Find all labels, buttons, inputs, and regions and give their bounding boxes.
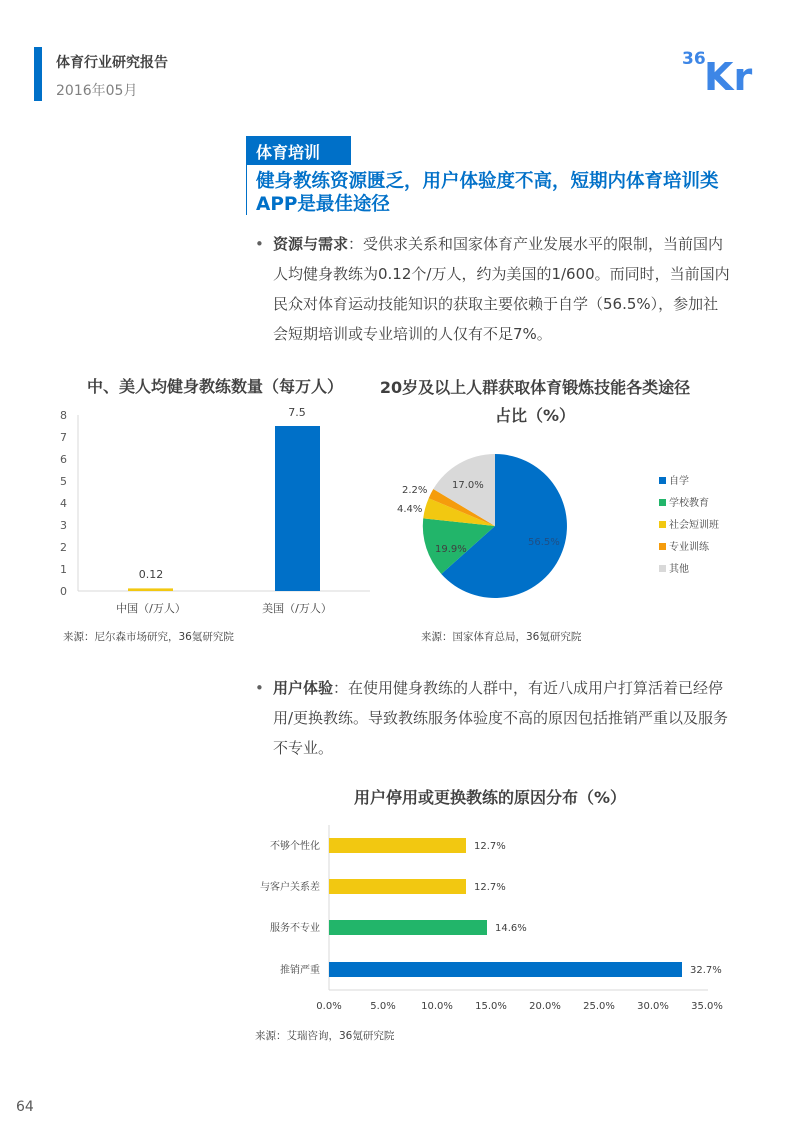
x-tick: 0.0% <box>316 1001 342 1012</box>
paragraph-separator: ： <box>333 679 349 697</box>
paragraph-separator: ： <box>348 235 364 253</box>
pie-label: 2.2% <box>402 485 428 496</box>
pie-label: 17.0% <box>452 480 484 491</box>
y-tick: 7 <box>60 431 67 444</box>
y-category-label: 服务不专业 <box>270 923 320 934</box>
bar-value-label: 0.12 <box>138 568 164 581</box>
bar-chart-source: 来源：尼尔森市场研究，36氪研究院 <box>63 631 234 643</box>
logo-main: Kr <box>704 55 753 94</box>
pie-label: 4.4% <box>397 504 423 515</box>
legend-label: 社会短训班 <box>669 520 719 531</box>
legend-swatch <box>659 499 666 506</box>
x-tick: 20.0% <box>529 1001 561 1012</box>
report-title: 体育行业研究报告 <box>56 55 168 71</box>
x-tick: 15.0% <box>475 1001 507 1012</box>
bar-hard-selling <box>329 962 682 977</box>
pie-title-line1: 20岁及以上人群获取体育锻炼技能各类途径 <box>379 378 691 397</box>
36kr-logo <box>682 44 766 94</box>
paragraph-text: 在使用健身教练的人群中，有近八成用户打算活着已经停用/更换教练。导致教练服务体验度不高的原因包括推销严重以及服务不专业。 <box>273 679 729 757</box>
y-tick: 8 <box>60 409 67 422</box>
bar-not-personalized <box>329 838 466 853</box>
x-tick: 5.0% <box>370 1001 396 1012</box>
logo-superscript: 36 <box>682 49 706 69</box>
paragraph-label: 用户体验 <box>273 679 334 697</box>
legend-label: 学校教育 <box>669 498 709 509</box>
pie-chart-title <box>370 374 700 430</box>
y-tick: 3 <box>60 519 67 532</box>
section-headline: 健身教练资源匮乏，用户体验度不高，短期内体育培训类APP是最佳途径 <box>256 171 719 215</box>
bar-value-label: 32.7% <box>690 965 722 976</box>
legend-label: 专业训练 <box>669 542 709 553</box>
hbar-chart-title: 用户停用或更换教练的原因分布（%） <box>353 788 627 807</box>
bar-poor-relationship <box>329 879 466 894</box>
bar-value-label: 12.7% <box>474 841 506 852</box>
section-tag: 体育培训 <box>246 136 351 165</box>
y-category-label: 与客户关系差 <box>260 882 320 893</box>
report-date: 2016年05月 <box>56 83 138 99</box>
bar-value-label: 14.6% <box>495 923 527 934</box>
bar-unprofessional <box>329 920 487 935</box>
pie-title-line2: 占比（%） <box>494 406 576 425</box>
paragraph-resource-demand <box>255 229 733 349</box>
paragraph-text: 受供求关系和国家体育产业发展水平的限制，当前国内人均健身教练为0.12个/万人，约为美国的1/600。而同时，当前国内民众对体育运动技能知识的获取主要依赖于自学（56.5%），参加社会短期培训或专业培训的人仅有不足7%。 <box>273 235 730 343</box>
x-category-label: 中国（/万人） <box>116 602 186 615</box>
pie-label: 19.9% <box>435 544 467 555</box>
bar-usa <box>275 426 320 591</box>
x-tick: 25.0% <box>583 1001 615 1012</box>
bullet-icon: • <box>255 235 264 253</box>
y-tick: 6 <box>60 453 67 466</box>
hbar-chart-source: 来源：艾瑞咨询，36氪研究院 <box>255 1030 395 1042</box>
pie-chart-source: 来源：国家体育总局，36氪研究院 <box>421 631 582 643</box>
y-tick: 1 <box>60 563 67 576</box>
bullet-icon: • <box>255 679 264 697</box>
legend-swatch <box>659 477 666 484</box>
hbar-chart-reasons <box>240 820 740 1020</box>
y-tick: 4 <box>60 497 67 510</box>
pie-chart-methods <box>390 445 740 610</box>
paragraph-user-experience <box>255 673 733 763</box>
section-divider <box>246 165 247 215</box>
legend-swatch <box>659 565 666 572</box>
paragraph-label: 资源与需求 <box>273 235 349 253</box>
legend-label: 自学 <box>669 476 689 487</box>
y-tick: 5 <box>60 475 67 488</box>
page-number: 64 <box>16 1099 34 1115</box>
y-category-label: 推销严重 <box>280 965 320 976</box>
x-tick: 35.0% <box>691 1001 723 1012</box>
y-category-label: 不够个性化 <box>270 841 320 852</box>
bar-china <box>128 588 173 591</box>
x-tick: 10.0% <box>421 1001 453 1012</box>
bar-chart-title: 中、美人均健身教练数量（每万人） <box>86 377 343 396</box>
pie-label: 56.5% <box>528 537 560 548</box>
bar-chart-coaches <box>55 400 385 625</box>
bar-value-label: 12.7% <box>474 882 506 893</box>
x-category-label: 美国（/万人） <box>262 602 332 615</box>
header-accent-bar <box>34 47 42 101</box>
legend-swatch <box>659 543 666 550</box>
x-tick: 30.0% <box>637 1001 669 1012</box>
y-tick: 0 <box>60 585 67 598</box>
legend-swatch <box>659 521 666 528</box>
y-tick: 2 <box>60 541 67 554</box>
pie-legend <box>659 474 719 575</box>
bar-value-label: 7.5 <box>288 406 306 419</box>
legend-label: 其他 <box>669 564 689 575</box>
